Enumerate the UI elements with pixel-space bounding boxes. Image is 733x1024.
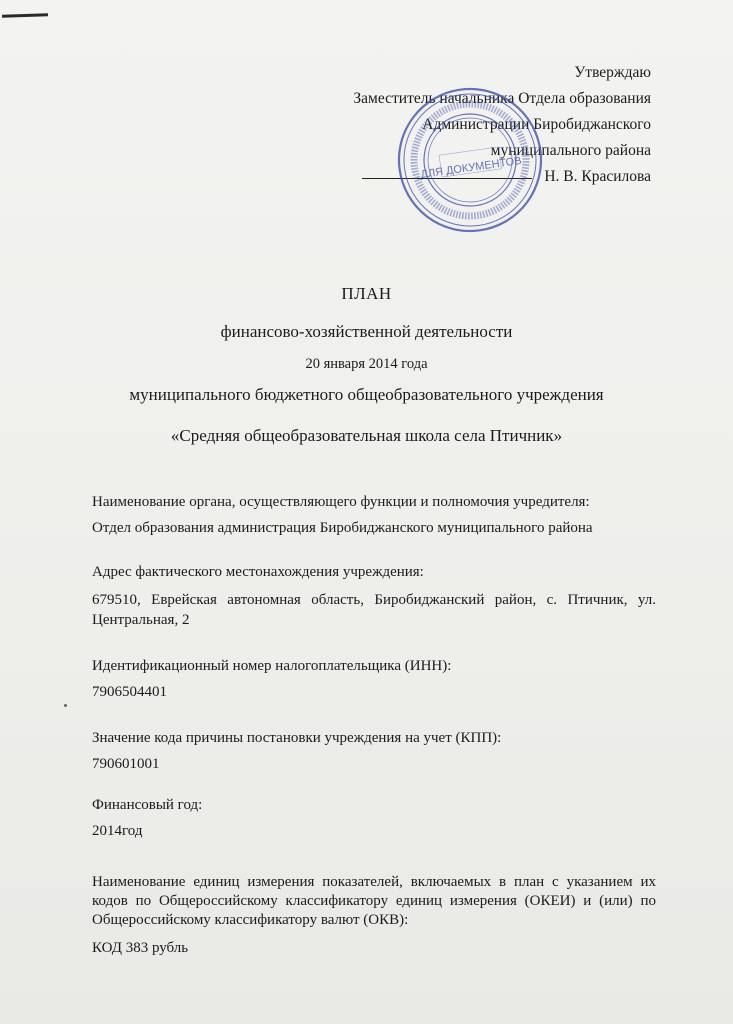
fiscal-year-value: 2014год <box>92 823 143 839</box>
fiscal-year-section <box>92 795 656 841</box>
plan-heading: ПЛАН <box>341 284 392 303</box>
kpp-value: 790601001 <box>92 756 160 772</box>
approval-title: Утверждаю <box>574 64 651 81</box>
founder-value: Отдел образования администрация Биробиджанского муниципального района <box>92 520 593 536</box>
address-value: 679510, Еврейская автономная область, Биробиджанский район, с. Птичник, ул. Центральная, 2 <box>92 592 656 628</box>
inn-section <box>92 656 656 702</box>
approval-signer: Н. В. Красилова <box>544 168 651 185</box>
plan-subtitle: финансово-хозяйственной деятельности <box>220 322 513 341</box>
approval-organization: Администрации Биробиджанского <box>422 116 651 133</box>
address-label: Адрес фактического местонахождения учреждения: <box>92 564 424 580</box>
stamp-inner-text: ДЛЯ ДОКУМЕНТОВ <box>419 154 523 181</box>
approval-district: муниципального района <box>490 142 651 159</box>
approval-position: Заместитель начальника Отдела образования <box>353 90 651 107</box>
corner-pen-mark <box>2 13 48 18</box>
founder-label: Наименование органа, осуществляющего функции и полномочия учредителя: <box>92 494 590 510</box>
scan-speck <box>64 704 67 707</box>
kpp-label: Значение кода причины постановки учреждения на учет (КПП): <box>92 730 502 746</box>
units-value: КОД 383 рубль <box>92 940 189 956</box>
institution-type: муниципального бюджетного общеобразовательного учреждения <box>129 385 604 404</box>
kpp-section <box>92 728 656 774</box>
units-label: Наименование единиц измерения показателей, включаемых в план с указанием их кодов по Общероссийскому классификатору единиц измерения (ОКЕИ) и (или) по Общероссийскому классификатору валют (ОКВ): <box>92 874 656 928</box>
inn-label: Идентификационный номер налогоплательщика (ИНН): <box>92 658 452 674</box>
units-section <box>92 873 656 958</box>
inn-value: 7906504401 <box>92 684 167 700</box>
school-name: «Средняя общеобразовательная школа села Птичник» <box>170 426 563 445</box>
plan-date: 20 января 2014 года <box>305 356 428 372</box>
official-seal-stamp <box>385 75 554 244</box>
founder-section <box>92 492 656 538</box>
address-section <box>92 562 656 630</box>
fiscal-year-label: Финансовый год: <box>92 797 203 813</box>
